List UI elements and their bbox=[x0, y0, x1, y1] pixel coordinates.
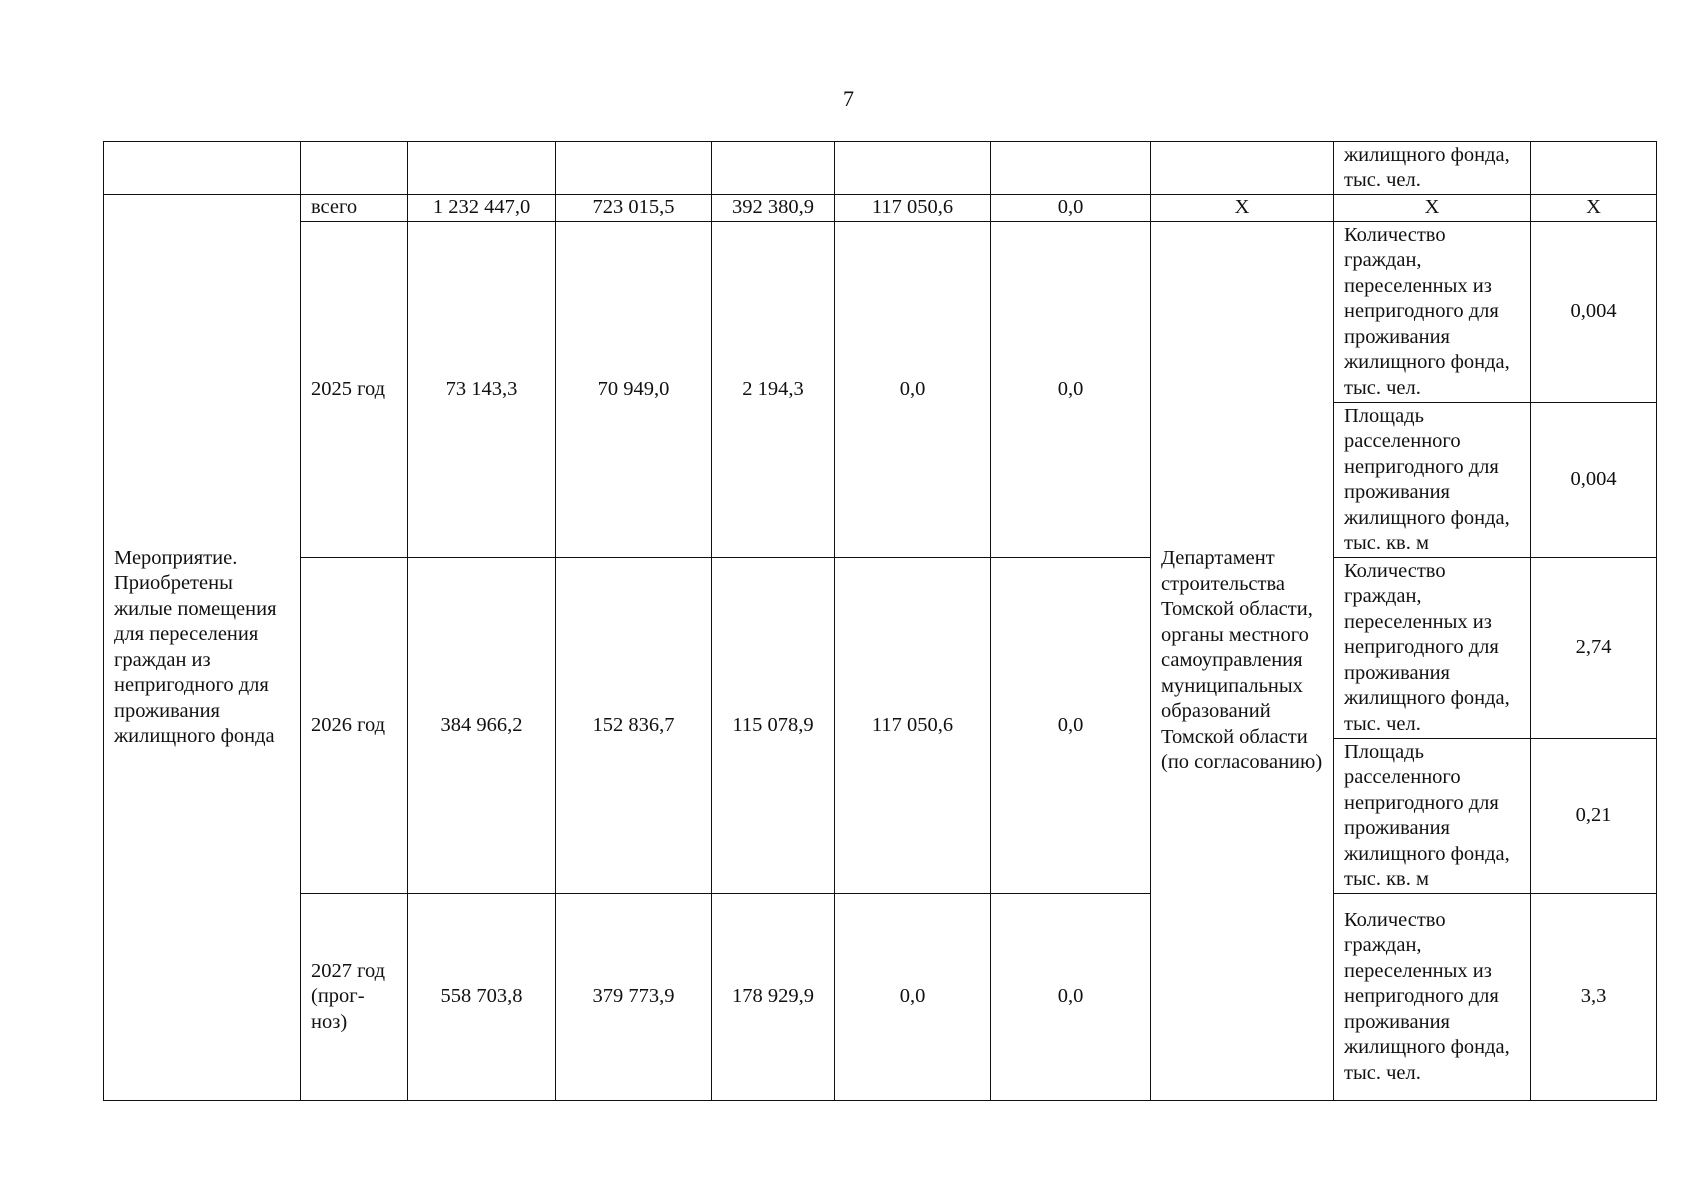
value-cell: 70 949,0 bbox=[556, 222, 712, 558]
indicator-cell: жилищного фонда, тыс. чел. bbox=[1334, 142, 1531, 195]
value-cell: 392 380,9 bbox=[712, 195, 835, 222]
value-cell: 723 015,5 bbox=[556, 195, 712, 222]
indicator-value-cell: 0,004 bbox=[1531, 222, 1657, 403]
value-cell: 152 836,7 bbox=[556, 558, 712, 894]
indicator-cell: Количество граждан, переселенных из непригодного для проживания жилищного фонда, тыс. чел. bbox=[1334, 222, 1531, 403]
value-cell: 0,0 bbox=[991, 558, 1151, 894]
table-row bbox=[104, 195, 1657, 222]
value-cell: 558 703,8 bbox=[408, 894, 556, 1101]
value-cell: 0,0 bbox=[835, 222, 991, 558]
page-number: 7 bbox=[843, 86, 854, 111]
period-cell: всего bbox=[301, 195, 408, 222]
empty-cell bbox=[1531, 142, 1657, 195]
empty-cell bbox=[301, 142, 408, 195]
value-cell: 115 078,9 bbox=[712, 558, 835, 894]
value-cell: 0,0 bbox=[991, 195, 1151, 222]
indicator-cell: Количество граждан, переселенных из непригодного для проживания жилищного фонда, тыс. чел. bbox=[1334, 894, 1531, 1101]
indicator-cell: Х bbox=[1334, 195, 1531, 222]
indicator-cell: Площадь расселенного непригодного для проживания жилищного фонда, тыс. кв. м bbox=[1334, 403, 1531, 558]
empty-cell bbox=[556, 142, 712, 195]
period-cell: 2026 год bbox=[301, 558, 408, 894]
value-cell: 178 929,9 bbox=[712, 894, 835, 1101]
value-cell: 1 232 447,0 bbox=[408, 195, 556, 222]
table-row bbox=[104, 894, 1657, 1101]
indicator-cell: Площадь расселенного непригодного для проживания жилищного фонда, тыс. кв. м bbox=[1334, 739, 1531, 894]
indicator-cell: Количество граждан, переселенных из непригодного для проживания жилищного фонда, тыс. чел. bbox=[1334, 558, 1531, 739]
indicator-value-cell: Х bbox=[1531, 195, 1657, 222]
value-cell: 117 050,6 bbox=[835, 558, 991, 894]
table-row bbox=[104, 558, 1657, 739]
indicator-value-cell: 3,3 bbox=[1531, 894, 1657, 1101]
executor-cell: Департамент строительства Томской области, органы местного самоуправления муниципальных образований Томской области (по согласованию) bbox=[1151, 222, 1334, 1101]
value-cell: 0,0 bbox=[835, 894, 991, 1101]
empty-cell bbox=[991, 142, 1151, 195]
value-cell: 0,0 bbox=[991, 222, 1151, 558]
empty-cell bbox=[712, 142, 835, 195]
budget-table bbox=[103, 141, 1657, 1101]
value-cell: 117 050,6 bbox=[835, 195, 991, 222]
table-row bbox=[104, 142, 1657, 195]
period-cell: 2027 год (прог-ноз) bbox=[301, 894, 408, 1101]
empty-cell bbox=[408, 142, 556, 195]
indicator-value-cell: 2,74 bbox=[1531, 558, 1657, 739]
period-cell: 2025 год bbox=[301, 222, 408, 558]
value-cell: 0,0 bbox=[991, 894, 1151, 1101]
indicator-value-cell: 0,004 bbox=[1531, 403, 1657, 558]
empty-cell bbox=[1151, 142, 1334, 195]
executor-cell: Х bbox=[1151, 195, 1334, 222]
table-row bbox=[104, 222, 1657, 403]
empty-cell bbox=[835, 142, 991, 195]
indicator-value-cell: 0,21 bbox=[1531, 739, 1657, 894]
value-cell: 73 143,3 bbox=[408, 222, 556, 558]
activity-cell: Мероприятие. Приобретены жилые помещения для переселения граждан из непригодного для проживания жилищного фонда bbox=[104, 195, 301, 1101]
empty-cell bbox=[104, 142, 301, 195]
value-cell: 384 966,2 bbox=[408, 558, 556, 894]
value-cell: 379 773,9 bbox=[556, 894, 712, 1101]
value-cell: 2 194,3 bbox=[712, 222, 835, 558]
